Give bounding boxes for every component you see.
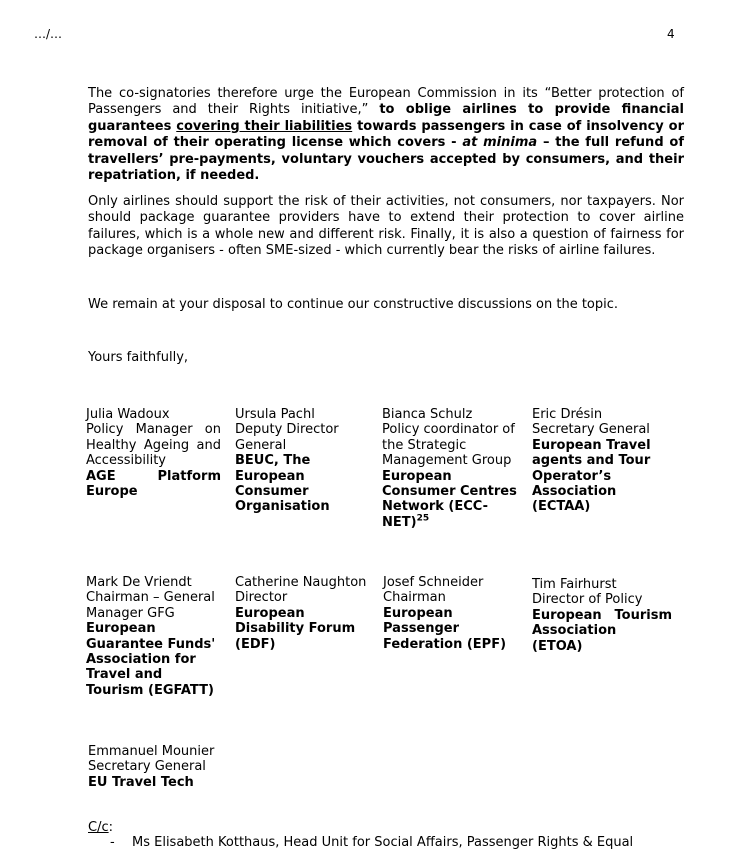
signatory-organisation: Guarantee Funds': [86, 636, 216, 652]
signatory-organisation: agents and Tour: [532, 453, 651, 469]
footnote-reference: 25: [416, 513, 430, 524]
signatory-block: [383, 575, 523, 652]
signatory-title: Chairman: [383, 590, 446, 606]
signatory-name: Eric Drésin: [532, 407, 603, 422]
signatory-name: Catherine Naughton: [235, 575, 367, 590]
signatory-organisation: Association for: [86, 652, 196, 668]
signatory-title: Secretary General: [532, 422, 650, 438]
signatory-organisation: Operator’s: [532, 468, 612, 484]
signatory-title: Healthy Ageing and: [86, 437, 221, 453]
signatory-organisation: European: [86, 621, 156, 637]
list-dash: -: [110, 835, 115, 850]
signatory-name: Josef Schneider: [383, 575, 484, 590]
signatory-organisation: European: [235, 468, 305, 484]
signatory-block: [235, 407, 375, 515]
signatory-block: [88, 744, 288, 790]
signatory-name: Ursula Pachl: [235, 407, 315, 422]
page-marker: …/…: [34, 27, 63, 41]
signatory-organisation: BEUC, The: [235, 453, 311, 469]
signatory-block: [532, 407, 672, 515]
signatory-name: Bianca Schulz: [382, 407, 473, 422]
signatory-block: [382, 407, 524, 530]
signatory-organisation: (ETOA): [532, 638, 583, 654]
signatory-organisation: Consumer Centres: [382, 484, 517, 500]
paragraph-disposal: We remain at your disposal to continue our constructive discussions on the topic.: [88, 297, 619, 312]
signatory-organisation: European Travel: [532, 437, 651, 453]
signatory-block: [235, 575, 375, 652]
signatory-organisation: Consumer: [235, 484, 309, 500]
paragraph-risk: Only airlines should support the risk of their activities, not consumers, nor taxpayers. Nor should package guarantee providers have to extend their protection to cover airline failures, which is a whole new and different risk. Finally, it is also a question of fairness for package organisers - often SME-sized - which currently bear the risks of airline failures.: [88, 194, 684, 259]
signatory-organisation: (EDF): [235, 636, 276, 652]
signatory-title: Management Group: [382, 453, 512, 469]
signatory-name: Mark De Vriendt: [86, 575, 192, 590]
signatory-block: [532, 577, 672, 654]
signatory-block: [86, 407, 221, 499]
signatory-organisation: European: [382, 468, 452, 484]
signatory-title: the Strategic: [382, 437, 467, 453]
signatory-title: Secretary General: [88, 759, 206, 775]
signatory-organisation: Passenger: [383, 621, 460, 637]
cc-list-item: [110, 835, 684, 850]
signatory-title: Director: [235, 590, 288, 606]
signatory-organisation: Association: [532, 484, 617, 500]
signatory-block: [86, 575, 226, 698]
signatory-organisation: (ECTAA): [532, 499, 591, 515]
cc-heading: C/c:: [88, 820, 113, 835]
signatory-organisation: Tourism (EGFATT): [86, 682, 214, 698]
signatory-organisation: European: [383, 605, 453, 621]
signatory-title: Policy Manager on: [86, 422, 221, 438]
signatory-organisation: Disability Forum: [235, 621, 356, 637]
signatory-organisation: AGE Platform: [86, 468, 221, 484]
signatory-organisation: Travel and: [86, 667, 163, 683]
signatory-title: Manager GFG: [86, 605, 175, 621]
signatory-organisation: European: [235, 605, 305, 621]
signatory-organisation: Federation (EPF): [383, 636, 507, 652]
signatory-name: Emmanuel Mounier: [88, 744, 215, 759]
signatory-title: Policy coordinator of: [382, 422, 515, 438]
signatory-name: Julia Wadoux: [86, 407, 170, 422]
signatory-title: Deputy Director: [235, 422, 339, 438]
signatory-name: Tim Fairhurst: [532, 577, 617, 592]
signatory-organisation: Europe: [86, 484, 138, 500]
cc-recipient: Ms Elisabeth Kotthaus, Head Unit for Social Affairs, Passenger Rights & Equal: [132, 835, 634, 850]
signatory-organisation: EU Travel Tech: [88, 774, 194, 790]
signatory-organisation: NET)$^{25}$: [382, 513, 430, 530]
page-number: 4: [667, 27, 675, 41]
signatory-title: Chairman – General: [86, 590, 215, 606]
signatory-title: General: [235, 437, 287, 453]
signatory-organisation: European Tourism: [532, 607, 672, 623]
paragraph-request: The co-signatories therefore urge the European Commission in its “Better protection of Passengers and their Rights initiative,” to oblige airlines to provide financial guarantees covering their liabilities towards passengers in case of insolvency or removal of their operating license which covers - at minima – the full refund of travellers’ pre-payments, voluntary vouchers accepted by consumers, and their repatriation, if needed.: [88, 86, 684, 184]
closing-salutation: Yours faithfully,: [88, 350, 189, 365]
signatory-organisation: Network (ECC-: [382, 499, 489, 515]
signatory-title: Director of Policy: [532, 592, 643, 608]
signatory-organisation: Association: [532, 623, 617, 639]
signatory-organisation: Organisation: [235, 499, 330, 515]
signatory-title: Accessibility: [86, 453, 166, 469]
